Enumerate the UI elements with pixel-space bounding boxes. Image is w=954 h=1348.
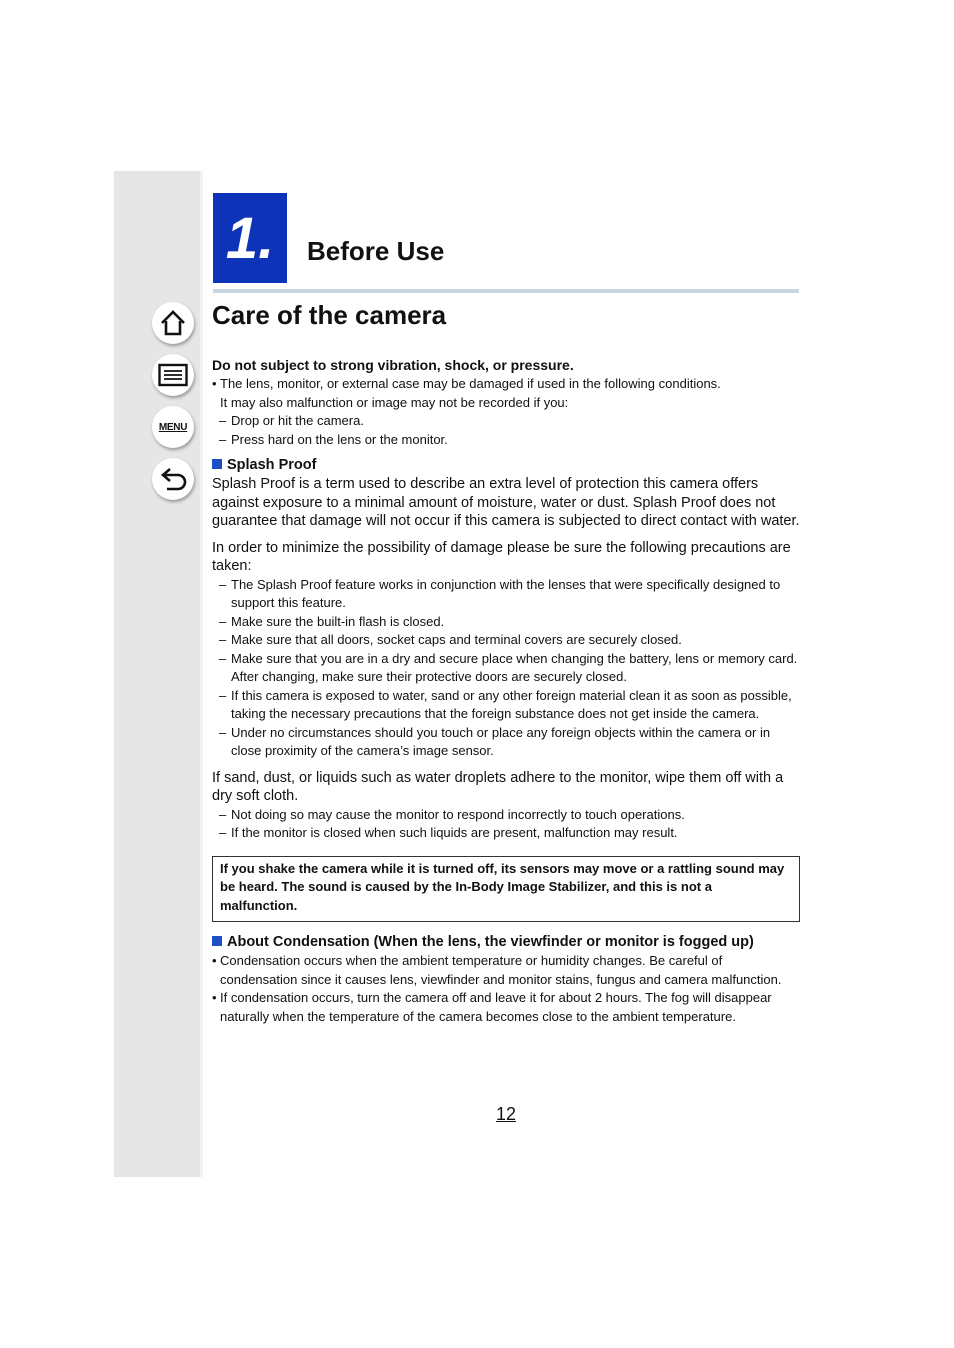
dash-item: – Not doing so may cause the monitor to respond incorrectly to touch operations. <box>219 806 685 822</box>
back-button[interactable] <box>152 458 194 500</box>
chapter-number: 1. <box>213 193 287 283</box>
menu-button[interactable] <box>152 406 194 448</box>
dash-item: – Under no circumstances should you touch or place any foreign objects within the camera or in close proximity of the camera’s image sensor. <box>219 724 771 758</box>
splash-proof-heading: Splash Proof <box>212 456 800 475</box>
chapter-title: Before Use <box>307 236 445 266</box>
section-heading: Do not subject to strong vibration, shock, or pressure. <box>212 357 574 373</box>
dash-item: – The Splash Proof feature works in conjunction with the lenses that were specifically designed to support this feature. <box>219 576 781 610</box>
page-title: Care of the camera <box>212 300 447 330</box>
dash-item: – Make sure that you are in a dry and secure place when changing the battery, lens or memory card. After changing, make sure their protective doors are securely closed. <box>219 650 798 684</box>
contents-button[interactable] <box>152 354 194 396</box>
return-arrow-icon <box>159 466 187 492</box>
paragraph: In order to minimize the possibility of damage please be sure the following precautions are taken: <box>212 539 791 574</box>
home-icon <box>159 309 187 337</box>
section-square-icon <box>212 459 222 469</box>
list-icon <box>158 363 188 387</box>
menu-label: MENU <box>158 421 188 433</box>
content <box>212 356 800 1026</box>
paragraph: If sand, dust, or liquids such as water droplets adhere to the monitor, wipe them off with a dry soft cloth. <box>212 769 784 804</box>
condensation-heading: About Condensation (When the lens, the viewfinder or monitor is fogged up) <box>212 933 800 952</box>
home-button[interactable] <box>152 302 194 344</box>
section-square-icon <box>212 936 222 946</box>
note-box: If you shake the camera while it is turned off, its sensors may move or a rattling sound may be heard. The sound is caused by the In-Body Image Stabilizer, and this is not a malfunction. <box>212 856 800 923</box>
header-rule <box>213 289 799 293</box>
dash-item: – Make sure the built-in flash is closed. <box>219 613 445 629</box>
bullet-item: • If condensation occurs, turn the camera off and leave it for about 2 hours. The fog will disappear naturally when the temperature of the camera becomes close to the ambient temperature. <box>212 990 772 1024</box>
dash-item: – Drop or hit the camera. <box>219 413 364 428</box>
dash-item: – Press hard on the lens or the monitor. <box>219 431 448 447</box>
page-number: 12 <box>495 1104 517 1124</box>
bullet-continuation: It may also malfunction or image may not be recorded if you: <box>220 394 569 410</box>
dash-item: – Make sure that all doors, socket caps and terminal covers are securely closed. <box>219 632 682 647</box>
dash-item: – If this camera is exposed to water, sand or any other foreign material clean it as soon as possible, taking the necessary precautions that the foreign substance does not get inside the camera. <box>219 687 792 721</box>
bullet-item: • The lens, monitor, or external case may be damaged if used in the following conditions. <box>212 376 721 391</box>
dash-item: – If the monitor is closed when such liquids are present, malfunction may result. <box>219 825 678 840</box>
bullet-item: • Condensation occurs when the ambient temperature or humidity changes. Be careful of condensation since it causes lens, viewfinder and monitor stains, fungus and camera malfunction. <box>212 953 782 987</box>
paragraph: Splash Proof is a term used to describe an extra level of protection this camera offers against exposure to a minimal amount of moisture, water or dust. Splash Proof does not guarantee that damage will not occur if this camera is subjected to direct contact with water. <box>212 476 800 529</box>
